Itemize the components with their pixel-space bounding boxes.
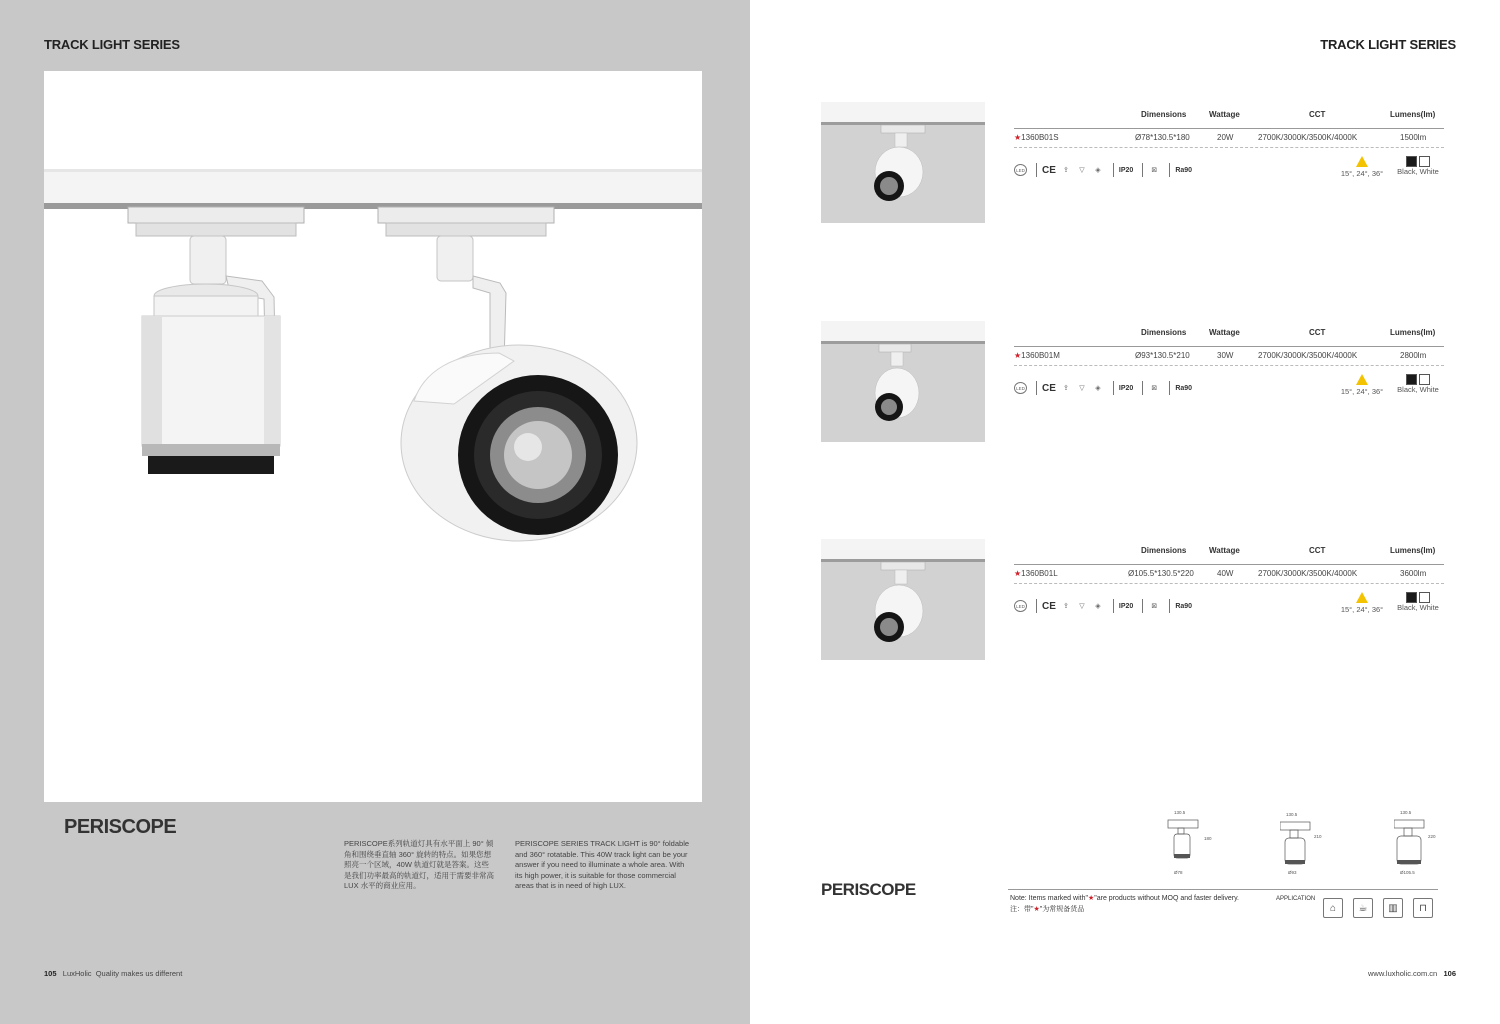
- color-options: Black, White: [1397, 385, 1439, 394]
- weee-bin-icon: ⊠: [1151, 603, 1158, 610]
- model-number: ★1360B01S: [1014, 133, 1059, 142]
- header-wattage: Wattage: [1209, 546, 1240, 555]
- black-swatch: [1406, 592, 1417, 603]
- website: www.luxholic.com.cn: [1368, 969, 1438, 978]
- model-number: ★1360B01L: [1014, 569, 1058, 578]
- wattage-value: 30W: [1217, 351, 1234, 360]
- header-dimensions: Dimensions: [1141, 110, 1187, 119]
- spec-header: [1014, 328, 1444, 342]
- beam-angle-icon: [1356, 374, 1368, 385]
- triangle-mark-icon: ▽: [1079, 167, 1085, 174]
- cri-rating: Ra90: [1175, 166, 1193, 174]
- technical-drawing-small: 130.5 180 Ø78: [1166, 810, 1216, 880]
- class-ii-icon: ⇪: [1062, 603, 1069, 610]
- office-building-icon: ▥: [1383, 898, 1403, 918]
- shopping-bag-icon: ⊓: [1413, 898, 1433, 918]
- series-title: TRACK LIGHT SERIES: [1320, 37, 1456, 52]
- cafe-icon: ☕: [1353, 898, 1373, 918]
- header-cct: CCT: [1309, 110, 1326, 119]
- product-thumbnail-medium: [821, 321, 985, 442]
- track-light-thumbnail: [821, 321, 985, 442]
- track-light-thumbnail: [821, 102, 985, 223]
- diamond-mark-icon: ◈: [1095, 385, 1101, 392]
- beam-angle-block: [1334, 374, 1390, 396]
- header-wattage: Wattage: [1209, 110, 1240, 119]
- class-ii-icon: ⇪: [1062, 167, 1069, 174]
- note-text: Note: Items marked with"★"are products without MOQ and faster delivery. 注：带"★"为常规备货品: [1010, 895, 1240, 913]
- lumens-value: 1500lm: [1400, 133, 1427, 142]
- header-lumens: Lumens(lm): [1390, 110, 1436, 119]
- beam-angles: 15°, 24°, 36°: [1340, 605, 1384, 614]
- lumens-value: 2800lm: [1400, 351, 1427, 360]
- ip-rating: IP20: [1118, 166, 1134, 174]
- wattage-value: 20W: [1217, 133, 1234, 142]
- color-options-block: [1392, 592, 1444, 612]
- certification-row: [1014, 162, 1196, 178]
- header-cct: CCT: [1309, 546, 1326, 555]
- triangle-mark-icon: ▽: [1079, 385, 1085, 392]
- ce-mark-icon: CE: [1042, 382, 1056, 394]
- diamond-mark-icon: ◈: [1095, 603, 1101, 610]
- certification-row: [1014, 380, 1196, 396]
- header-dimensions: Dimensions: [1141, 546, 1187, 555]
- spec-header: [1014, 546, 1444, 560]
- diamond-mark-icon: ◈: [1095, 167, 1101, 174]
- black-swatch: [1406, 156, 1417, 167]
- weee-bin-icon: ⊠: [1151, 167, 1158, 174]
- spec-table-large: [1014, 546, 1444, 614]
- ip-rating: IP20: [1118, 384, 1134, 392]
- cct-value: 2700K/3000K/3500K/4000K: [1258, 569, 1358, 578]
- slogan: Quality makes us different: [95, 969, 183, 978]
- dimensions-value: Ø78*130.5*180: [1135, 133, 1190, 142]
- product-name: PERISCOPE: [64, 816, 177, 838]
- lumens-value: 3600lm: [1400, 569, 1427, 578]
- cri-rating: Ra90: [1175, 602, 1193, 610]
- white-swatch: [1419, 374, 1430, 385]
- ce-mark-icon: CE: [1042, 600, 1056, 612]
- home-icon: ⌂: [1323, 898, 1343, 918]
- color-options-block: [1392, 156, 1444, 176]
- led-icon: LED: [1014, 600, 1027, 612]
- spec-row: [1014, 569, 1444, 583]
- beam-angle-block: [1334, 156, 1390, 178]
- track-light-illustration: [44, 71, 702, 802]
- description-chinese: PERISCOPE系列轨道灯具有水平面上 90° 倾角和围绕垂直轴 360° 旋转的特点。如果您想照亮一个区域，40W 轨道灯就是答案。这些是我们功率最高的轨道灯，适用于需要非常高 LUX 水平的商业应用。: [344, 839, 494, 891]
- brand-name: LuxHolic: [62, 969, 92, 978]
- color-options: Black, White: [1397, 167, 1439, 176]
- black-swatch: [1406, 374, 1417, 385]
- header-cct: CCT: [1309, 328, 1326, 337]
- track-light-thumbnail: [821, 539, 985, 660]
- triangle-mark-icon: ▽: [1079, 603, 1085, 610]
- left-footer: [44, 969, 182, 978]
- beam-angles: 15°, 24°, 36°: [1340, 169, 1384, 178]
- description-english: PERISCOPE SERIES TRACK LIGHT is 90° foldable and 360° rotatable. This 40W track light can be your answer if you need to illuminate a whole area. With its high power, it is suitable for those commercial areas that is in need of high LUX.: [515, 839, 690, 891]
- ip-rating: IP20: [1118, 602, 1134, 610]
- hero-product-photo: [44, 71, 702, 802]
- product-thumbnail-small: [821, 102, 985, 223]
- beam-angles: 15°, 24°, 36°: [1340, 387, 1384, 396]
- weee-bin-icon: ⊠: [1151, 385, 1158, 392]
- header-wattage: Wattage: [1209, 328, 1240, 337]
- page-number: 105: [44, 969, 57, 978]
- model-number: ★1360B01M: [1014, 351, 1060, 360]
- led-icon: LED: [1014, 382, 1027, 394]
- spec-header: [1014, 110, 1444, 124]
- color-options-block: [1392, 374, 1444, 394]
- divider: [1008, 889, 1438, 890]
- series-title: TRACK LIGHT SERIES: [44, 37, 180, 52]
- right-page: [750, 0, 1500, 1024]
- header-dimensions: Dimensions: [1141, 328, 1187, 337]
- cct-value: 2700K/3000K/3500K/4000K: [1258, 133, 1358, 142]
- class-ii-icon: ⇪: [1062, 385, 1069, 392]
- beam-angle-icon: [1356, 156, 1368, 167]
- right-footer: [1368, 969, 1456, 978]
- beam-angle-block: [1334, 592, 1390, 614]
- header-lumens: Lumens(lm): [1390, 546, 1436, 555]
- cct-value: 2700K/3000K/3500K/4000K: [1258, 351, 1358, 360]
- cri-rating: Ra90: [1175, 384, 1193, 392]
- dimensions-value: Ø105.5*130.5*220: [1128, 569, 1194, 578]
- wattage-value: 40W: [1217, 569, 1234, 578]
- header-lumens: Lumens(lm): [1390, 328, 1436, 337]
- spec-table-medium: [1014, 328, 1444, 396]
- white-swatch: [1419, 592, 1430, 603]
- product-thumbnail-large: [821, 539, 985, 660]
- page-number: 106: [1443, 969, 1456, 978]
- spec-table-small: [1014, 110, 1444, 178]
- ce-mark-icon: CE: [1042, 164, 1056, 176]
- white-swatch: [1419, 156, 1430, 167]
- color-options: Black, White: [1397, 603, 1439, 612]
- technical-drawing-medium: 130.5 210 Ø93: [1280, 812, 1330, 882]
- beam-angle-icon: [1356, 592, 1368, 603]
- application-label: APPLICATION: [1276, 896, 1316, 902]
- dimensions-value: Ø93*130.5*210: [1135, 351, 1190, 360]
- spec-row: [1014, 133, 1444, 147]
- product-name: PERISCOPE: [821, 880, 916, 899]
- spec-row: [1014, 351, 1444, 365]
- technical-drawing-large: 130.5 220 Ø105.5: [1394, 810, 1450, 880]
- certification-row: [1014, 598, 1196, 614]
- led-icon: LED: [1014, 164, 1027, 176]
